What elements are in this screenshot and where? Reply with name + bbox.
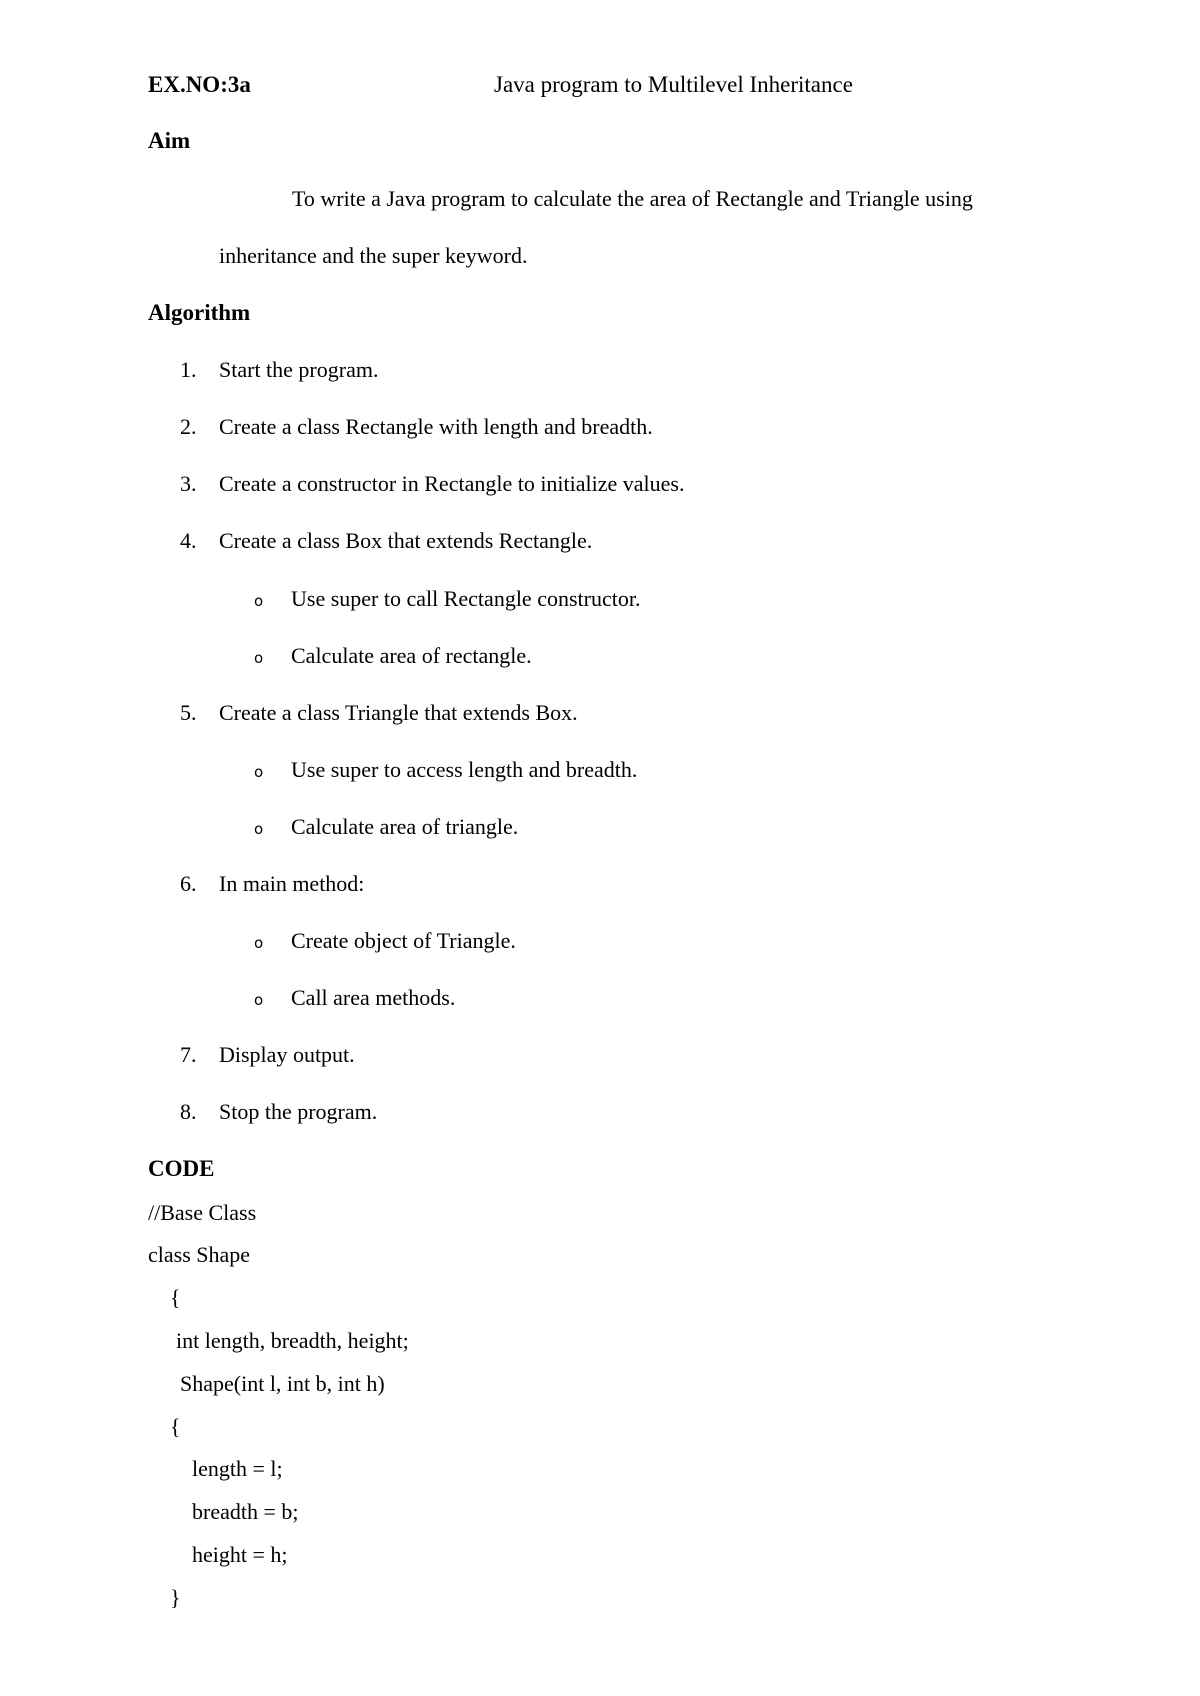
- step-number: 3.: [180, 471, 197, 496]
- algorithm-step: [180, 700, 578, 726]
- algorithm-substep: [254, 757, 637, 783]
- algorithm-step: [180, 871, 364, 897]
- step-number: 6.: [180, 871, 197, 896]
- step-text: Create a class Rectangle with length and breadth.: [219, 414, 653, 439]
- algorithm-step: [180, 1099, 377, 1125]
- step-text: Create a constructor in Rectangle to initialize values.: [219, 471, 685, 496]
- step-number: 7.: [180, 1042, 197, 1067]
- substep-text: Calculate area of triangle.: [291, 814, 519, 839]
- code-line: Shape(int l, int b, int h): [180, 1371, 385, 1396]
- bullet-icon: o: [254, 820, 264, 838]
- step-number: 1.: [180, 357, 197, 382]
- algorithm-substep: [254, 928, 516, 954]
- code-line: height = h;: [192, 1542, 288, 1567]
- substep-text: Call area methods.: [291, 985, 456, 1010]
- algorithm-step: [180, 1042, 355, 1068]
- aim-text-line-1: To write a Java program to calculate the area of Rectangle and Triangle using: [292, 186, 973, 211]
- step-number: 2.: [180, 414, 197, 439]
- algorithm-heading: Algorithm: [148, 300, 251, 325]
- algorithm-substep: [254, 643, 532, 669]
- algorithm-step: [180, 357, 378, 383]
- algorithm-substep: [254, 814, 518, 840]
- algorithm-substep: [254, 985, 455, 1011]
- code-line: //Base Class: [148, 1200, 257, 1225]
- code-line: length = l;: [192, 1456, 283, 1481]
- code-line: breadth = b;: [192, 1499, 299, 1524]
- aim-text-line-2: inheritance and the super keyword.: [219, 243, 528, 268]
- step-text: Create a class Box that extends Rectangle.: [219, 528, 593, 553]
- step-text: Stop the program.: [219, 1099, 378, 1124]
- code-heading: CODE: [148, 1156, 215, 1181]
- algorithm-step: [180, 414, 653, 440]
- step-text: In main method:: [219, 871, 365, 896]
- bullet-icon: o: [254, 763, 264, 781]
- bullet-icon: o: [254, 649, 264, 667]
- substep-text: Use super to access length and breadth.: [291, 757, 638, 782]
- step-text: Create a class Triangle that extends Box.: [219, 700, 578, 725]
- document-title: Java program to Multilevel Inheritance: [494, 72, 853, 97]
- aim-heading: Aim: [148, 128, 191, 153]
- algorithm-step: [180, 528, 592, 554]
- code-line: class Shape: [148, 1242, 251, 1267]
- substep-text: Calculate area of rectangle.: [291, 643, 532, 668]
- step-text: Start the program.: [219, 357, 379, 382]
- substep-text: Use super to call Rectangle constructor.: [291, 586, 641, 611]
- exercise-number: EX.NO:3a: [148, 72, 251, 97]
- bullet-icon: o: [254, 934, 264, 952]
- step-text: Display output.: [219, 1042, 355, 1067]
- algorithm-step: [180, 471, 685, 497]
- algorithm-substep: [254, 586, 640, 612]
- code-line: {: [170, 1285, 181, 1310]
- code-line: int length, breadth, height;: [176, 1328, 409, 1353]
- step-number: 8.: [180, 1099, 197, 1124]
- bullet-icon: o: [254, 991, 264, 1009]
- code-line: {: [170, 1414, 181, 1439]
- bullet-icon: o: [254, 592, 264, 610]
- code-line: }: [170, 1585, 181, 1610]
- step-number: 4.: [180, 528, 197, 553]
- substep-text: Create object of Triangle.: [291, 928, 516, 953]
- step-number: 5.: [180, 700, 197, 725]
